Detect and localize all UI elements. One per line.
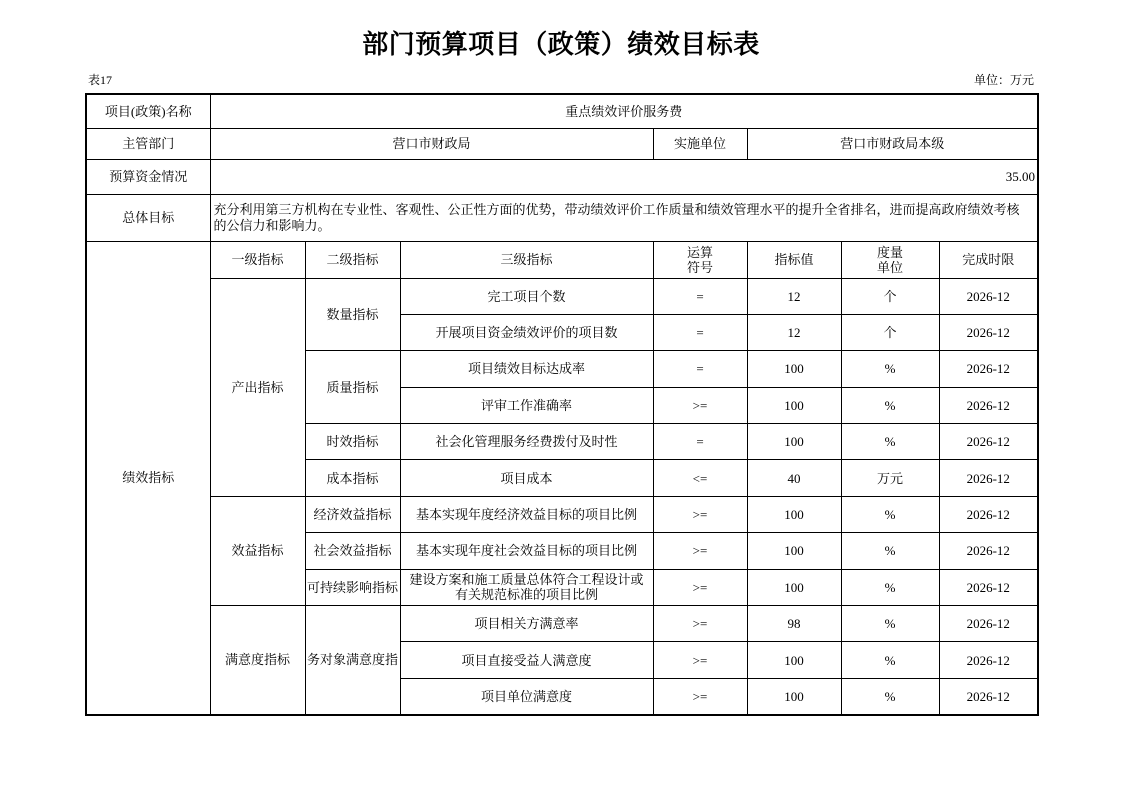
performance-indicators-label: 绩效指标	[86, 241, 210, 715]
measure-unit: %	[841, 351, 939, 387]
deadline: 2026-12	[939, 533, 1038, 569]
budget-value: 35.00	[210, 159, 1038, 194]
overall-goal-label: 总体目标	[86, 194, 210, 241]
target-value: 12	[747, 314, 841, 350]
target-value: 100	[747, 678, 841, 714]
department-row	[86, 128, 1038, 159]
operator-cell: <=	[653, 460, 747, 496]
target-value: 98	[747, 606, 841, 642]
target-value: 100	[747, 642, 841, 678]
operator-cell: =	[653, 278, 747, 314]
deadline: 2026-12	[939, 387, 1038, 423]
header-unit: 度量单位	[876, 244, 903, 275]
overall-goal-text: 充分利用第三方机构在专业性、客观性、公正性方面的优势，带动绩效评价工作质量和绩效管理水平的提升全省排名，进而提高政府绩效考核的公信力和影响力。	[210, 194, 1038, 241]
measure-unit: 万元	[841, 460, 939, 496]
overall-goal-row	[86, 194, 1038, 241]
header-value: 指标值	[747, 241, 841, 278]
level3-indicator: 评审工作准确率	[400, 387, 653, 423]
operator-cell: >=	[653, 533, 747, 569]
operator-cell: >=	[653, 606, 747, 642]
level3-indicator: 项目直接受益人满意度	[400, 642, 653, 678]
operator-cell: >=	[653, 642, 747, 678]
target-value: 100	[747, 424, 841, 460]
department-label: 主管部门	[86, 128, 210, 159]
budget-row	[86, 159, 1038, 194]
measure-unit: %	[841, 424, 939, 460]
performance-target-table	[85, 93, 1039, 716]
level3-indicator: 开展项目资金绩效评价的项目数	[400, 314, 653, 350]
header-operator: 运算符号	[686, 244, 713, 275]
project-name-row	[86, 94, 1038, 128]
level2-indicator: 社会效益指标	[305, 533, 400, 569]
deadline: 2026-12	[939, 278, 1038, 314]
level1-indicator: 满意度指标	[210, 606, 305, 715]
measure-unit: %	[841, 387, 939, 423]
deadline: 2026-12	[939, 424, 1038, 460]
deadline: 2026-12	[939, 496, 1038, 532]
project-name-label: 项目(政策)名称	[86, 94, 210, 128]
target-value: 100	[747, 351, 841, 387]
target-value: 100	[747, 496, 841, 532]
operator-cell: =	[653, 314, 747, 350]
department-value: 营口市财政局	[210, 128, 653, 159]
deadline: 2026-12	[939, 460, 1038, 496]
level2-indicator: 可持续影响指标	[305, 569, 400, 605]
level1-indicator: 产出指标	[210, 278, 305, 496]
implementing-unit-value: 营口市财政局本级	[747, 128, 1038, 159]
operator-cell: >=	[653, 496, 747, 532]
deadline: 2026-12	[939, 569, 1038, 605]
level3-indicator: 社会化管理服务经费拨付及时性	[400, 424, 653, 460]
measure-unit: %	[841, 606, 939, 642]
level3-indicator: 基本实现年度社会效益目标的项目比例	[400, 533, 653, 569]
header-level1: 一级指标	[210, 241, 305, 278]
level3-indicator: 项目单位满意度	[400, 678, 653, 714]
measure-unit: %	[841, 569, 939, 605]
level3-indicator: 基本实现年度经济效益目标的项目比例	[400, 496, 653, 532]
level2-indicator: 务对象满意度指	[305, 606, 400, 715]
operator-cell: >=	[653, 569, 747, 605]
level2-indicator: 质量指标	[305, 351, 400, 424]
measure-unit: %	[841, 496, 939, 532]
target-value: 100	[747, 569, 841, 605]
measure-unit: %	[841, 533, 939, 569]
header-unit-cell	[841, 241, 939, 278]
table-number: 表17	[88, 73, 113, 87]
measure-unit: %	[841, 678, 939, 714]
indicator-row	[86, 606, 1038, 642]
level2-indicator: 成本指标	[305, 460, 400, 496]
operator-cell: >=	[653, 678, 747, 714]
target-value: 100	[747, 387, 841, 423]
indicator-row	[86, 496, 1038, 532]
implementing-unit-label: 实施单位	[653, 128, 747, 159]
indicator-header-row	[86, 241, 1038, 278]
header-deadline: 完成时限	[939, 241, 1038, 278]
header-operator-cell	[653, 241, 747, 278]
level3-indicator: 项目成本	[400, 460, 653, 496]
header-level3: 三级指标	[400, 241, 653, 278]
level3-indicator: 完工项目个数	[400, 278, 653, 314]
level3-indicator: 项目相关方满意率	[400, 606, 653, 642]
budget-label: 预算资金情况	[86, 159, 210, 194]
operator-cell: =	[653, 424, 747, 460]
measure-unit: 个	[841, 278, 939, 314]
operator-cell: =	[653, 351, 747, 387]
deadline: 2026-12	[939, 642, 1038, 678]
level3-indicator: 项目绩效目标达成率	[400, 351, 653, 387]
level2-indicator: 经济效益指标	[305, 496, 400, 532]
level2-indicator: 数量指标	[305, 278, 400, 351]
operator-cell: >=	[653, 387, 747, 423]
level3-indicator: 建设方案和施工质量总体符合工程设计或有关规范标准的项目比例	[400, 569, 653, 605]
target-value: 40	[747, 460, 841, 496]
measure-unit: 个	[841, 314, 939, 350]
level2-indicator: 时效指标	[305, 424, 400, 460]
indicator-row	[86, 278, 1038, 314]
project-name-value: 重点绩效评价服务费	[210, 94, 1038, 128]
unit-note: 单位：万元	[973, 73, 1034, 87]
deadline: 2026-12	[939, 314, 1038, 350]
deadline: 2026-12	[939, 606, 1038, 642]
deadline: 2026-12	[939, 678, 1038, 714]
target-value: 100	[747, 533, 841, 569]
target-value: 12	[747, 278, 841, 314]
level1-indicator: 效益指标	[210, 496, 305, 605]
deadline: 2026-12	[939, 351, 1038, 387]
page-title: 部门预算项目（政策）绩效目标表	[362, 30, 760, 60]
header-level2: 二级指标	[305, 241, 400, 278]
measure-unit: %	[841, 642, 939, 678]
